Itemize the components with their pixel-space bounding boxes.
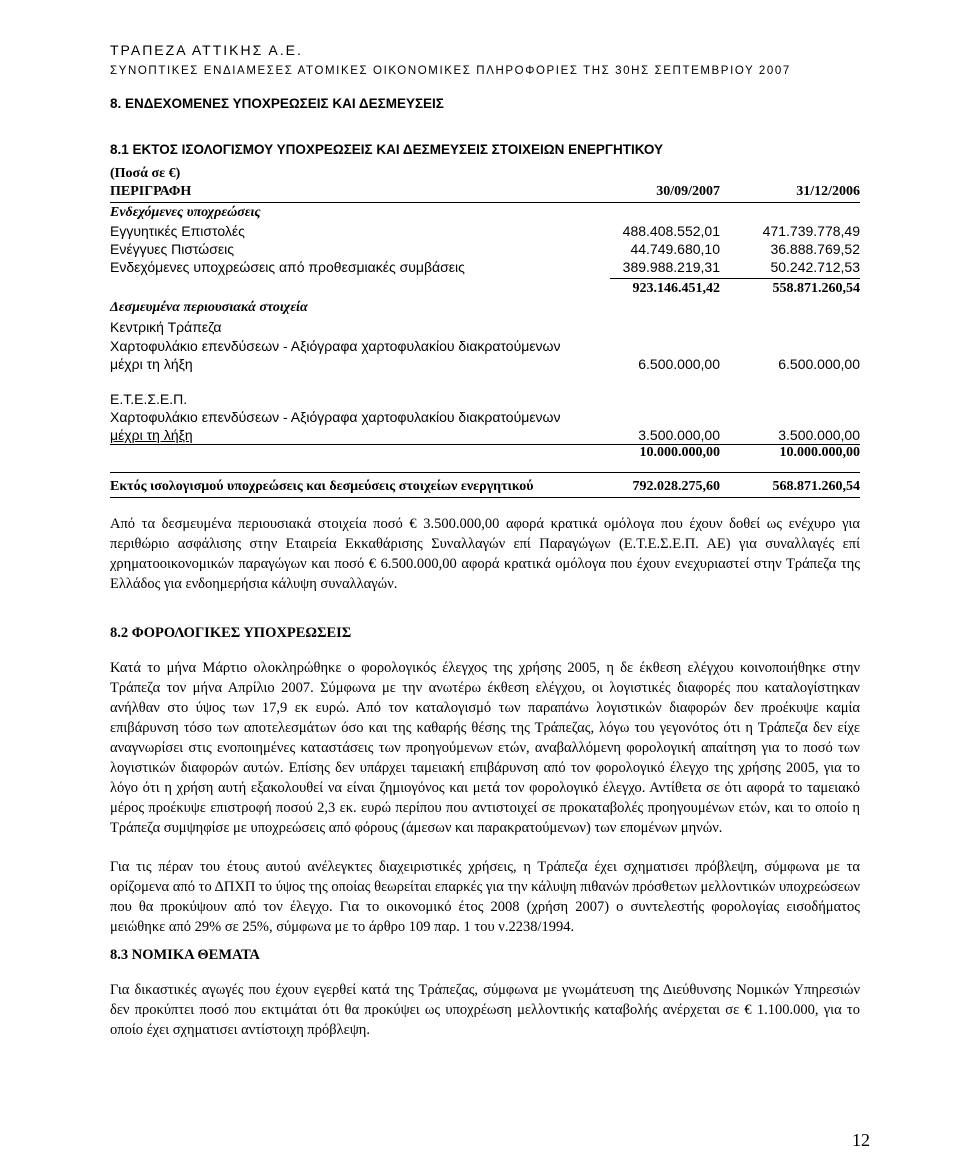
grand-total-2006: 568.871.260,54 (772, 479, 860, 494)
grand-total-2007: 792.028.275,60 (632, 479, 720, 494)
grand-total-row (110, 478, 860, 496)
central-line2-row (110, 355, 860, 373)
pledged-total-row (110, 444, 860, 462)
row-label: Εγγυητικές Επιστολές (110, 223, 245, 239)
header-col-2007: 30/09/2007 (656, 184, 720, 199)
table-row (110, 222, 860, 240)
amounts-note-row (110, 165, 860, 183)
central-bank-label: Κεντρική Τράπεζα (110, 319, 222, 335)
pledged-assets-note: Από τα δεσμευμένα περιουσιακά στοιχεία ποσό € 3.500.000,00 αφορά κρατικά ομόλογα που έχουν δοθεί ως ενέχυρο για περιθώριο ασφάλισης στην Εταιρεία Εκκαθάρισης Συναλλαγών επί Παραγώγων (Ε.Τ.Ε.Σ.Ε.Π. ΑΕ) για συναλλαγές επί χρηματοοικονομικών παραγώγων και ποσό € 6.500.000,00 αφορά κρατικά ομόλογα που έχουν ενεχυριαστεί στην Τράπεζα της Ελλάδος για ενδοημερήσια κάλυψη συναλλαγών. (110, 516, 860, 592)
tax-provision-paragraph: Για τις πέραν του έτους αυτού ανέλεγκτες διαχειριστικές χρήσεις, η Τράπεζα έχει σχηματισει πρόβλεψη, σύμφωνα με τα ορίζομενα από το ΔΠΧΠ το ύψος της οποίας θεωρείται επαρκές για την κάλυψη πιθανών πρόσθετων μελλοντικών υποχρεώσεων που θα προκύψουν από τον έλεγχο. Για το οικονομικό έτος 2008 (χρήση 2007) ο συντελεστής φορολογίας εισοδήματος μειώθηκε από 29% σε 25%, σύμφωνα με το άρθρο 109 παρ. 1 του ν.2238/1994. (110, 859, 860, 935)
grand-total-label: Εκτός ισολογισμού υποχρεώσεις και δεσμεύσεις στοιχείων ενεργητικού (110, 479, 534, 494)
bank-name: ΤΡΑΠΕΖΑ ΑΤΤΙΚΗΣ Α.Ε. (110, 42, 303, 58)
contingent-total-row (110, 280, 860, 298)
row-value-2007: 389.988.219,31 (622, 259, 720, 275)
row-value-2006: 50.242.712,53 (770, 259, 860, 275)
contingent-title: Ενδεχόμενες υποχρεώσεις (110, 205, 261, 220)
etsep-value-2006: 3.500.000,00 (778, 427, 860, 443)
table-row (110, 258, 860, 276)
etsep-portfolio-line1: Χαρτοφυλάκιο επενδύσεων - Αξιόγραφα χαρτοφυλακίου διακρατούμενων (110, 409, 561, 425)
etsep-label: Ε.Τ.Ε.Σ.Ε.Π. (110, 391, 188, 407)
row-value-2007: 44.749.680,10 (630, 241, 720, 257)
report-subtitle: ΣΥΝΟΠΤΙΚΕΣ ΕΝΔΙΑΜΕΣΕΣ ΑΤΟΜΙΚΕΣ ΟΙΚΟΝΟΜΙΚΕΣ ΠΛΗΡΟΦΟΡΙΕΣ ΤΗΣ 30ΗΣ ΣΕΠΤΕΜΒΡΙΟΥ 2007 (110, 65, 791, 77)
central-line1-row (110, 337, 860, 355)
etsep-value-2007: 3.500.000,00 (638, 427, 720, 443)
table-header-row (110, 183, 860, 201)
etsep-row (110, 390, 860, 408)
contingent-total-2006: 558.871.260,54 (772, 281, 860, 296)
amounts-note: (Ποσά σε €) (110, 166, 181, 181)
section-8-2-title: 8.2 ΦΟΡΟΛΟΓΙΚΕΣ ΥΠΟΧΡΕΩΣΕΙΣ (110, 625, 352, 641)
etsep-line2-row (110, 426, 860, 444)
pledged-total-2007: 10.000.000,00 (639, 445, 720, 460)
section-8-title: 8. ΕΝΔΕΧΟΜΕΝΕΣ ΥΠΟΧΡΕΩΣΕΙΣ ΚΑΙ ΔΕΣΜΕΥΣΕΙΣ (110, 96, 444, 111)
central-bank-row (110, 318, 860, 336)
header-rule (110, 202, 860, 203)
pledged-title: Δεσμευμένα περιουσιακά στοιχεία (110, 300, 308, 315)
central-portfolio-line2: μέχρι τη λήξη (110, 356, 193, 372)
pledged-total-2006: 10.000.000,00 (779, 445, 860, 460)
central-value-2007: 6.500.000,00 (638, 356, 720, 372)
section-8-1-title: 8.1 ΕΚΤΟΣ ΙΣΟΛΟΓΙΣΜΟΥ ΥΠΟΧΡΕΩΣΕΙΣ ΚΑΙ ΔΕΣΜΕΥΣΕΙΣ ΣΤΟΙΧΕΙΩΝ ΕΝΕΡΓΗΤΙΚΟΥ (110, 142, 663, 157)
tax-audit-paragraph: Κατά το μήνα Μάρτιο ολοκληρώθηκε ο φορολογικός έλεγχος της χρήσης 2005, η δε έκθεση ελέγχου κοινοποιήθηκε στην Τράπεζα τον μήνα Απρίλιο 2007. Σύμφωνα με την ανωτέρω έκθεση ελέγχου, οι λογιστικές διαφορές που καταλογίστηκαν ανήλθαν στο ύψος των 17,9 εκ ευρώ. Από τον καταλογισμό των παραπάνω λογιστικών διαφορών δεν προέκυψε καμία επιβάρυνση τόσο των αποτελεσμάτων όσο και της καθαρής θέσης της Τράπεζας, λόγω του γεγονότος ότι η Τράπεζα δεν είχε αναγνωρίσει στις ενοποιημένες καταστάσεις των προηγούμενων ετών, αναβαλλόμενη φορολογική απαίτηση για το ποσό των λογιστικών διαφορών αυτών. Επίσης δεν υπάρχει ταμειακή επιβάρυνση από τον φορολογικό έλεγχο της χρήσης 2005, για το λόγο ότι η χρήση αυτή εξακολουθεί να είναι ζημιογόνος και μετά τον φορολογικό έλεγχο. Αντίθετα σε ότι αφορά το ταμειακό μέρος προέκυψε επιστροφή ποσού 2,3 εκ. ευρώ περίπου που αντιστοιχεί σε προκαταβολές προηγουμένων ετών, και το οποίο η Τράπεζα συμψηφίσε με υποχρεώσεις από φόρους (άμεσων και παρακρατούμενων) των επομένων μηνών. (110, 660, 860, 836)
header-col-2006: 31/12/2006 (796, 184, 860, 199)
page-number: 12 (852, 1130, 870, 1150)
row-value-2007: 488.408.552,01 (622, 223, 720, 239)
contingent-total-2007: 923.146.451,42 (632, 281, 720, 296)
grand-total-bottom-rule (110, 497, 860, 498)
grand-total-top-rule (110, 472, 860, 473)
central-value-2006: 6.500.000,00 (778, 356, 860, 372)
section-8-3-title: 8.3 ΝΟΜΙΚΑ ΘΕΜΑΤΑ (110, 947, 260, 963)
header-description: ΠΕΡΙΓΡΑΦΗ (110, 184, 192, 199)
row-value-2006: 36.888.769,52 (770, 241, 860, 257)
etsep-portfolio-line2: μέχρι τη λήξη (110, 427, 193, 443)
row-label: Ενέγγυες Πιστώσεις (110, 241, 234, 257)
central-portfolio-line1: Χαρτοφυλάκιο επενδύσεων - Αξιόγραφα χαρτοφυλακίου διακρατούμενων (110, 338, 561, 354)
table-row (110, 240, 860, 258)
row-value-2006: 471.739.778,49 (762, 223, 860, 239)
contingent-title-row (110, 204, 860, 222)
pledged-title-row (110, 299, 860, 317)
subtotal-rule (610, 278, 860, 279)
etsep-line1-row (110, 408, 860, 426)
row-label: Ενδεχόμενες υποχρεώσεις από προθεσμιακές συμβάσεις (110, 259, 465, 275)
legal-paragraph: Για δικαστικές αγωγές που έχουν εγερθεί κατά της Τράπεζας, σύμφωνα με γνωμάτευση της Διεύθυνσης Νομικών Υπηρεσιών δεν προκύπτει ποσό που εκτιμάται ότι θα προκύψει ως υποχρέωση μελλοντικής καταβολής ανέρχεται σε € 1.100.000, για το οποίο έχει σχηματισει αντίστοιχη πρόβλεψη. (110, 982, 860, 1038)
